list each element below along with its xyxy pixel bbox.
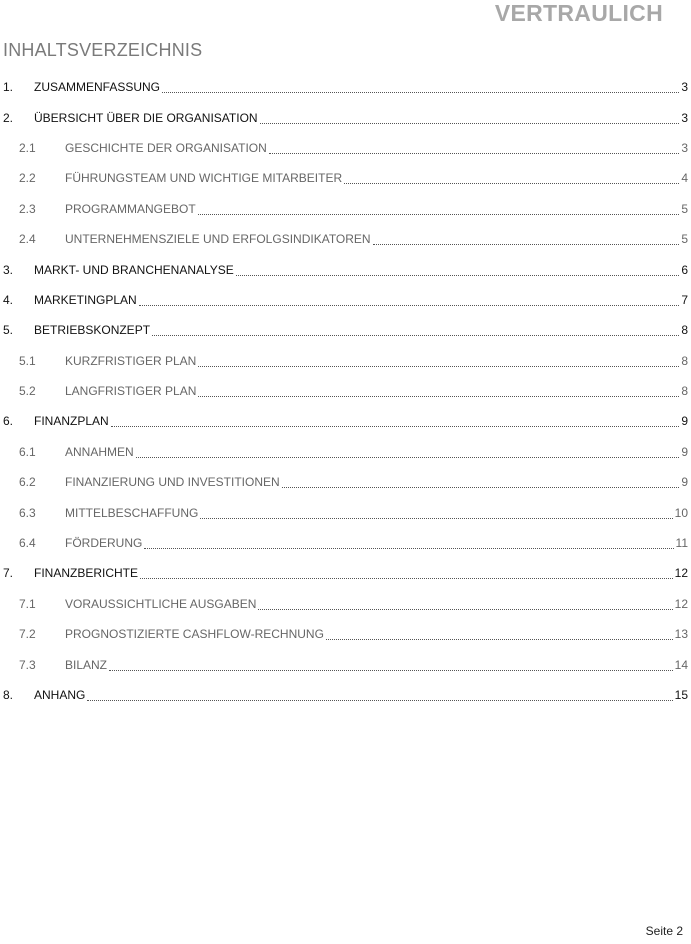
toc-entry[interactable] [0, 194, 691, 224]
toc-entry-number: 7.3 [19, 657, 36, 672]
toc-entry-number: 6.1 [19, 444, 36, 459]
toc-entry[interactable] [0, 589, 691, 619]
toc-leader-dots [136, 456, 680, 458]
toc-entry-number: 1. [3, 80, 14, 95]
toc-entry[interactable] [0, 376, 691, 406]
toc-entry-number: 5. [3, 323, 14, 338]
toc-entry-number: 6.2 [19, 475, 36, 490]
toc-leader-dots [198, 395, 679, 397]
confidential-label: VERTRAULICH [494, 0, 663, 26]
toc-entry[interactable] [0, 619, 691, 649]
toc-entry-page: 8 [681, 353, 688, 368]
toc-entry-page: 4 [681, 171, 688, 186]
toc-leader-dots [200, 517, 672, 519]
toc-entry-label[interactable]: ANNAHMEN [65, 444, 134, 459]
table-of-contents [0, 72, 691, 710]
toc-entry-number: 4. [3, 292, 14, 307]
toc-entry-page: 13 [674, 627, 688, 642]
toc-entry-number: 7.2 [19, 627, 36, 642]
toc-entry-label[interactable]: VORAUSSICHTLICHE AUSGABEN [65, 596, 257, 611]
toc-entry-label[interactable]: ANHANG [34, 688, 86, 702]
toc-entry-page: 9 [681, 475, 688, 490]
toc-entry-page: 6 [681, 262, 688, 277]
toc-leader-dots [109, 669, 673, 671]
toc-entry[interactable] [0, 285, 691, 315]
toc-entry-page: 3 [681, 140, 688, 155]
toc-leader-dots [344, 182, 679, 184]
toc-entry-label[interactable]: FÜHRUNGSTEAM UND WICHTIGE MITARBEITER [65, 171, 343, 186]
toc-entry-number: 7. [3, 566, 14, 581]
toc-entry-label[interactable]: PROGNOSTIZIERTE CASHFLOW-RECHNUNG [65, 627, 324, 642]
toc-entry-label[interactable]: MARKETINGPLAN [34, 292, 137, 307]
toc-leader-dots [111, 425, 680, 427]
toc-entry[interactable] [0, 72, 691, 102]
toc-leader-dots [87, 699, 672, 701]
toc-entry[interactable] [0, 497, 691, 527]
toc-entry-label[interactable]: LANGFRISTIGER PLAN [65, 384, 197, 399]
toc-leader-dots [198, 213, 680, 215]
toc-leader-dots [269, 152, 680, 154]
toc-entry-page: 7 [681, 292, 688, 307]
toc-leader-dots [152, 334, 679, 336]
toc-leader-dots [198, 365, 679, 367]
toc-entry-page: 8 [681, 384, 688, 399]
toc-entry-number: 7.1 [19, 596, 36, 611]
toc-entry-label[interactable]: ÜBERSICHT ÜBER DIE ORGANISATION [34, 110, 258, 125]
toc-entry-page: 12 [674, 596, 688, 611]
toc-entry[interactable] [0, 437, 691, 467]
toc-entry-label[interactable]: FINANZIERUNG UND INVESTITIONEN [65, 475, 280, 490]
toc-entry-label[interactable]: MARKT- UND BRANCHENANALYSE [34, 262, 234, 277]
toc-entry[interactable] [0, 102, 691, 132]
toc-leader-dots [373, 243, 680, 245]
toc-entry-page: 8 [681, 323, 688, 338]
toc-entry[interactable] [0, 680, 691, 710]
toc-entry-page: 5 [681, 201, 688, 216]
toc-entry-number: 2.2 [19, 171, 36, 186]
toc-entry-page: 15 [674, 688, 688, 702]
toc-entry-page: 11 [675, 536, 688, 551]
toc-entry-label[interactable]: UNTERNEHMENSZIELE UND ERFOLGSINDIKATOREN [65, 232, 371, 247]
toc-entry-page: 14 [674, 657, 688, 672]
toc-entry[interactable] [0, 528, 691, 558]
toc-entry[interactable] [0, 315, 691, 345]
toc-entry[interactable] [0, 467, 691, 497]
toc-entry-page: 12 [674, 566, 688, 581]
toc-entry-label[interactable]: ZUSAMMENFASSUNG [34, 80, 161, 95]
toc-leader-dots [144, 547, 673, 549]
toc-leader-dots [162, 91, 679, 93]
toc-entry-page: 9 [681, 414, 688, 429]
toc-entry-number: 5.1 [19, 353, 36, 368]
toc-entry-label[interactable]: FÖRDERUNG [65, 536, 143, 551]
toc-title: INHALTSVERZEICHNIS [3, 40, 203, 60]
toc-leader-dots [236, 274, 680, 276]
toc-entry-label[interactable]: PROGRAMMANGEBOT [65, 201, 196, 216]
toc-entry-number: 2.1 [19, 140, 36, 155]
toc-leader-dots [282, 486, 680, 488]
toc-entry-number: 8. [3, 688, 14, 702]
toc-entry-number: 6.3 [19, 505, 36, 520]
toc-entry-page: 10 [674, 505, 688, 520]
toc-entry[interactable] [0, 163, 691, 193]
toc-entry-number: 2.3 [19, 201, 36, 216]
toc-leader-dots [258, 608, 672, 610]
toc-leader-dots [140, 577, 673, 579]
toc-entry-label[interactable]: MITTELBESCHAFFUNG [65, 505, 199, 520]
toc-leader-dots [260, 122, 680, 124]
toc-leader-dots [326, 638, 673, 640]
toc-entry-label[interactable]: KURZFRISTIGER PLAN [65, 353, 197, 368]
toc-entry[interactable] [0, 133, 691, 163]
toc-entry[interactable] [0, 224, 691, 254]
toc-entry-label[interactable]: BILANZ [65, 657, 108, 672]
toc-entry-number: 6. [3, 414, 14, 429]
toc-entry[interactable] [0, 254, 691, 284]
toc-entry-page: 5 [681, 232, 688, 247]
toc-entry[interactable] [0, 406, 691, 436]
toc-entry-label[interactable]: BETRIEBSKONZEPT [34, 323, 151, 338]
toc-entry-number: 2.4 [19, 232, 36, 247]
toc-entry-page: 9 [681, 444, 688, 459]
toc-entry-number: 6.4 [19, 536, 36, 551]
page-number: Seite 2 [645, 924, 683, 938]
toc-entry-label[interactable]: FINANZPLAN [34, 414, 109, 429]
toc-entry-page: 3 [681, 80, 688, 95]
toc-entry-label[interactable]: GESCHICHTE DER ORGANISATION [65, 140, 267, 155]
toc-entry-label[interactable]: FINANZBERICHTE [34, 566, 139, 581]
toc-entry[interactable] [0, 649, 691, 679]
toc-entry[interactable] [0, 346, 691, 376]
toc-entry-number: 5.2 [19, 384, 36, 399]
toc-entry-number: 3. [3, 262, 14, 277]
toc-entry-page: 3 [681, 110, 688, 125]
toc-entry[interactable] [0, 558, 691, 588]
toc-entry-number: 2. [3, 110, 14, 125]
toc-leader-dots [139, 304, 680, 306]
